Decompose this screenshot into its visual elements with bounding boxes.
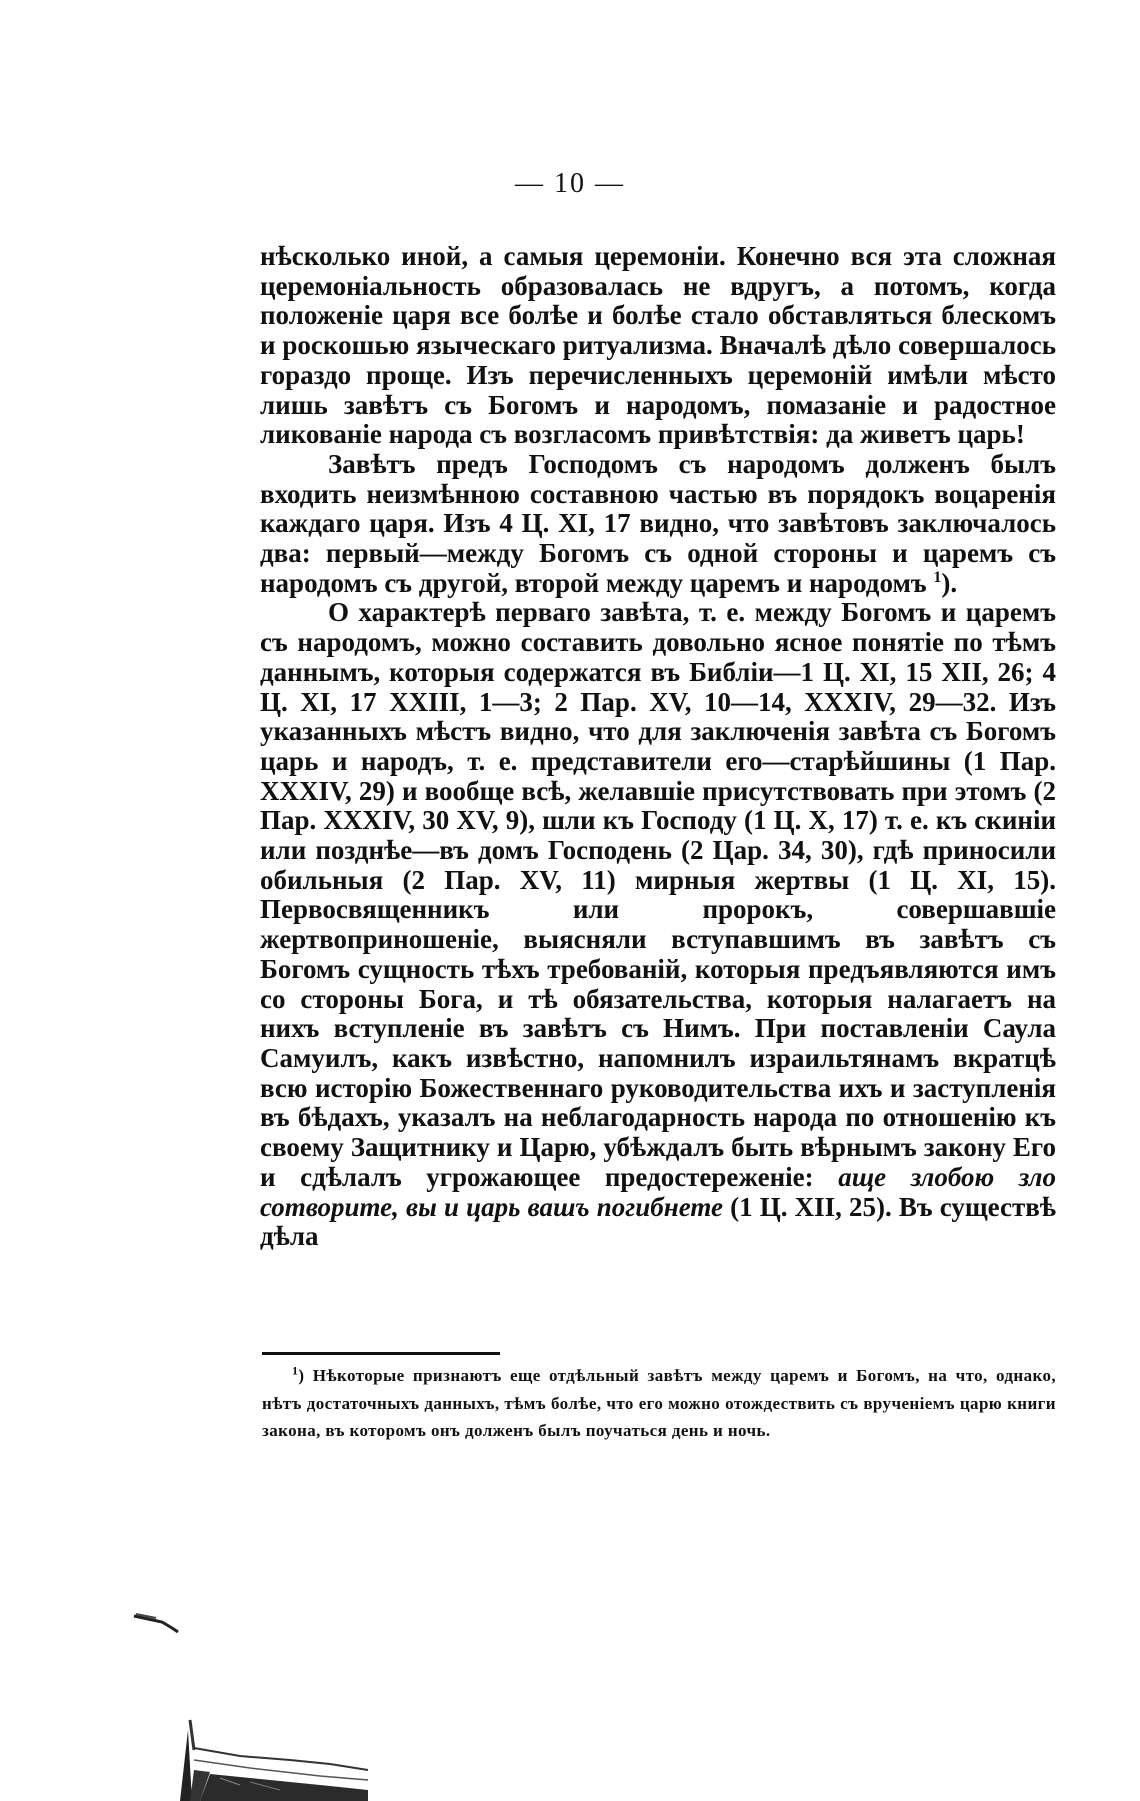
footnote-divider <box>262 1352 500 1355</box>
body-text <box>260 242 1056 1252</box>
footnote-marker: 1 <box>292 1363 299 1378</box>
footnote <box>262 1362 1056 1445</box>
scripture-quote: аще злобою зло сотворите, вы и царь вашъ погибнете <box>260 1161 1056 1222</box>
paragraph-3 <box>260 598 1056 1251</box>
paragraph-2-tail: . <box>950 567 958 598</box>
scan-artifact-edge <box>180 1690 370 1801</box>
scan-artifact-mark <box>132 1610 180 1634</box>
paragraph-3-text-start: О характерѣ перваго завѣта, т. е. между Богомъ и царемъ съ народомъ, можно составить довольно ясное понятіе по тѣмъ даннымъ, которыя содержатся въ Библіи—1 Ц. XI, 15 XII, 26; 4 Ц. XI, 17 XXIII, 1—3; 2 Пар. XV, 10—14, XXXIV, 29—32. Изъ указанныхъ мѣстъ видно, что для заключенія завѣта съ Богомъ царь и народъ, т. е. представители его—старѣйшины (1 Пар. XXXIV, 29) и вообще всѣ, желавшіе присутствовать при этомъ (2 Пар. XXXIV, 30 XV, 9), шли къ Господу (1 Ц. X, 17) т. е. къ скиніи или позднѣе—въ домъ Господень (2 Цар. 34, 30), гдѣ приносили обильныя (2 Пар. XV, 11) мирныя жертвы (1 Ц. XI, 15). Первосвященникъ или пророкъ, совершавшіе жертвоприношеніе, выясняли вступавшимъ въ завѣтъ съ Богомъ сущность тѣхъ требованій, которыя предъявляются имъ со стороны Бога, и тѣ обязательства, которыя налагаетъ на нихъ вступленіе въ завѣтъ съ Нимъ. При поставленіи Саула Самуилъ, какъ извѣстно, напомнилъ израильтянамъ вкратцѣ всю исторію Божественнаго руководительства ихъ и заступленія въ бѣдахъ, указалъ на неблагодарность народа по отношенію къ своему Защитнику и Царю, убѣждалъ быть вѣрнымъ закону Его и сдѣлалъ угрожающее предостереженіе: <box>260 597 1056 1192</box>
paragraph-3-text-end: (1 Ц. XII, 25). Въ существѣ дѣла <box>260 1191 1057 1252</box>
page-number: — 10 — <box>515 168 625 199</box>
paragraph-1 <box>260 242 1056 450</box>
footnote-text: ) Нѣкоторые признаютъ еще отдѣльный завѣтъ между царемъ и Богомъ, на что, однако, нѣтъ достаточныхъ данныхъ, тѣмъ болѣе, что его можно отождествить съ врученіемъ царю книги закона, въ которомъ онъ долженъ былъ поучаться день и ночь. <box>262 1366 1056 1440</box>
paragraph-2: Завѣтъ предъ Господомъ съ народомъ долженъ былъ входить неизмѣнною составною частью въ порядокъ воцаренія каждаго царя. Изъ 4 Ц. XI, 17 видно, что завѣтовъ заключалось два: первый—между Богомъ съ одной стороны и царемъ съ народомъ съ другой, второй между царемъ и народомъ $^1$). <box>260 448 1056 598</box>
footnote-reference: 1 <box>933 568 942 586</box>
paragraph-1-text: нѣсколько иной, а самыя церемоніи. Конечно вся эта сложная церемоніальность образовалась не вдругъ, а потомъ, когда положеніе царя все болѣе и болѣе стало обставляться блескомъ и роскошью языческаго ритуализма. Вначалѣ дѣло совершалось гораздо проще. Изъ перечисленныхъ церемоній имѣли мѣсто лишь завѣтъ съ Богомъ и народомъ, помазаніе и радостное ликованіе народа съ возгласомъ привѣтствія: да живетъ царь! <box>260 241 1056 450</box>
paragraph-2-text: Завѣтъ предъ Господомъ съ народомъ долженъ былъ входить неизмѣнною составною частью въ порядокъ воцаренія каждаго царя. Изъ 4 Ц. XI, 17 видно, что завѣтовъ заключалось два: первый—между Богомъ съ одной стороны и царемъ съ народомъ съ другой, второй между царемъ и народомъ <box>260 448 1056 598</box>
